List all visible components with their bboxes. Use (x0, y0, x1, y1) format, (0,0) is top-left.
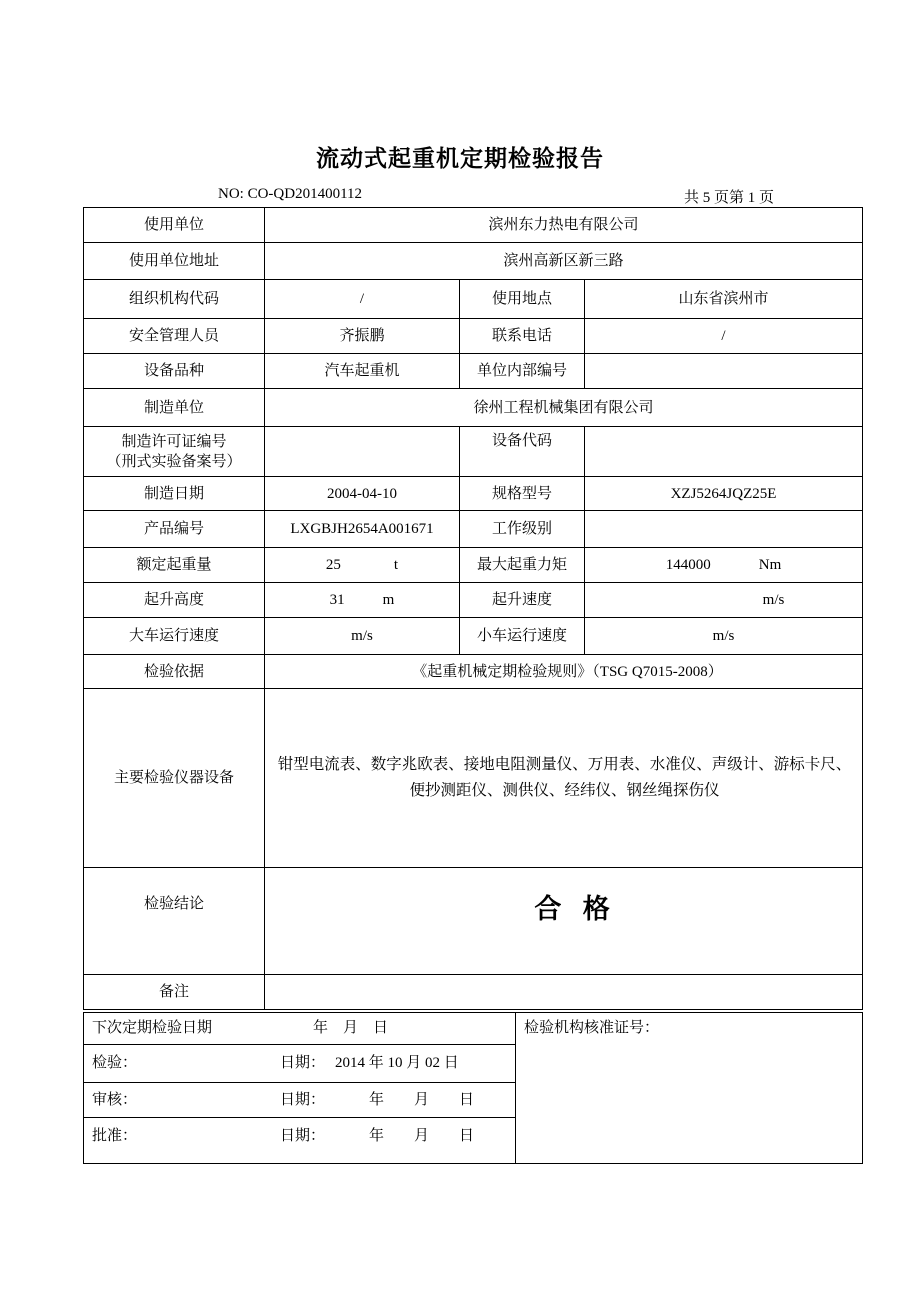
value-product-no: LXGBJH2654A001671 (265, 511, 460, 548)
review-label: 审核： (92, 1092, 138, 1108)
divider-3 (84, 1117, 515, 1118)
label-max-moment: 最大起重力矩 (460, 548, 585, 583)
label-mfg-date: 制造日期 (84, 477, 265, 511)
label-conclusion: 检验结论 (84, 868, 265, 975)
value-manufacturer: 徐州工程机械集团有限公司 (265, 389, 863, 427)
row-travel-speed (84, 618, 863, 655)
label-org-code: 组织机构代码 (84, 280, 265, 319)
label-lift-speed: 起升速度 (460, 583, 585, 618)
value-safety-manager: 齐振鹏 (265, 319, 460, 354)
row-equip-type (84, 354, 863, 389)
label-manufacturer: 制造单位 (84, 389, 265, 427)
approve-label: 批准： (92, 1128, 138, 1144)
value-remarks (265, 975, 863, 1010)
row-manufacturer (84, 389, 863, 427)
value-basis: 《起重机械定期检验规则》（TSG Q7015-2008） (265, 655, 863, 689)
row-safety-manager (84, 319, 863, 354)
value-instruments: 钳型电流表、数字兆欧表、接地电阻测量仪、万用表、水准仪、声级计、游标卡尺、便抄测距仪、测供仪、经纬仪、钢丝绳探伤仪 (265, 689, 863, 868)
signature-table (83, 1012, 863, 1164)
value-lift-height (265, 583, 460, 618)
lift-speed-unit: m/s (762, 592, 785, 608)
value-crane-speed: m/s (265, 618, 460, 655)
row-org-code (84, 280, 863, 319)
value-equip-type: 汽车起重机 (265, 354, 460, 389)
label-model: 规格型号 (460, 477, 585, 511)
label-product-no: 产品编号 (84, 511, 265, 548)
row-user-unit (84, 208, 863, 243)
review-date-label: 日期： (280, 1092, 326, 1108)
label-basis: 检验依据 (84, 655, 265, 689)
label-equip-code: 设备代码 (460, 427, 585, 477)
value-lift-speed (585, 583, 863, 618)
value-org-code: / (265, 280, 460, 319)
report-title: 流动式起重机定期检验报告 (316, 146, 604, 172)
lift-height-unit: m (382, 592, 395, 608)
value-user-unit: 滨州东力热电有限公司 (265, 208, 863, 243)
max-moment-unit: Nm (758, 557, 782, 573)
label-internal-no: 单位内部编号 (460, 354, 585, 389)
approve-date-value: 年 月 日 (369, 1128, 475, 1144)
next-date-label: 下次定期检验日期 (92, 1020, 213, 1036)
label-use-location: 使用地点 (460, 280, 585, 319)
value-phone: / (585, 319, 863, 354)
label-remarks: 备注 (84, 975, 265, 1010)
report-number: NO: CO-QD201400112 (218, 186, 363, 202)
rated-load-unit: t (393, 557, 399, 573)
value-rated-load (265, 548, 460, 583)
label-phone: 联系电话 (460, 319, 585, 354)
value-license (265, 427, 460, 477)
next-date-value: 年 月 日 (313, 1020, 389, 1036)
inspect-date-label: 日期： (280, 1055, 326, 1071)
label-license-line2: （刑式实验备案号） (106, 453, 242, 470)
max-moment-number: 144000 (665, 557, 711, 573)
value-user-address: 滨州高新区新三路 (265, 243, 863, 280)
signature-block (84, 1013, 516, 1164)
page-indicator: 共 5 页第 1 页 (684, 190, 775, 206)
report-table (83, 207, 863, 1010)
review-date-value: 年 月 日 (369, 1092, 475, 1108)
inspect-label: 检验： (92, 1055, 138, 1071)
label-safety-manager: 安全管理人员 (84, 319, 265, 354)
label-equip-type: 设备品种 (84, 354, 265, 389)
label-work-class: 工作级别 (460, 511, 585, 548)
row-conclusion (84, 868, 863, 975)
divider-2 (84, 1082, 515, 1083)
divider-1 (84, 1044, 515, 1045)
lift-height-number: 31 (329, 592, 345, 608)
row-basis (84, 655, 863, 689)
label-user-unit: 使用单位 (84, 208, 265, 243)
label-user-address: 使用单位地址 (84, 243, 265, 280)
label-rated-load: 额定起重量 (84, 548, 265, 583)
row-rated-load (84, 548, 863, 583)
approval-no-label: 检验机构核准证号： (524, 1020, 660, 1036)
value-model: XZJ5264JQZ25E (585, 477, 863, 511)
label-license-line1: 制造许可证编号 (121, 433, 227, 450)
value-equip-code (585, 427, 863, 477)
row-remarks (84, 975, 863, 1010)
row-license (84, 427, 863, 477)
row-instruments (84, 689, 863, 868)
label-license (84, 427, 265, 477)
row-mfg-date (84, 477, 863, 511)
value-conclusion: 合 格 (265, 868, 863, 975)
row-user-address (84, 243, 863, 280)
rated-load-number: 25 (325, 557, 341, 573)
label-trolley-speed: 小车运行速度 (460, 618, 585, 655)
inspect-date-value: 2014 年 10 月 02 日 (335, 1055, 459, 1071)
value-mfg-date: 2004-04-10 (265, 477, 460, 511)
approval-no-cell (516, 1013, 863, 1164)
value-work-class (585, 511, 863, 548)
row-product-no (84, 511, 863, 548)
label-lift-height: 起升高度 (84, 583, 265, 618)
label-trolley-speed-main: 大车运行速度 (84, 618, 265, 655)
value-trolley-speed: m/s (585, 618, 863, 655)
row-lift-height (84, 583, 863, 618)
value-max-moment (585, 548, 863, 583)
value-internal-no (585, 354, 863, 389)
label-instruments: 主要检验仪器设备 (84, 689, 265, 868)
approve-date-label: 日期： (280, 1128, 326, 1144)
value-use-location: 山东省滨州市 (585, 280, 863, 319)
